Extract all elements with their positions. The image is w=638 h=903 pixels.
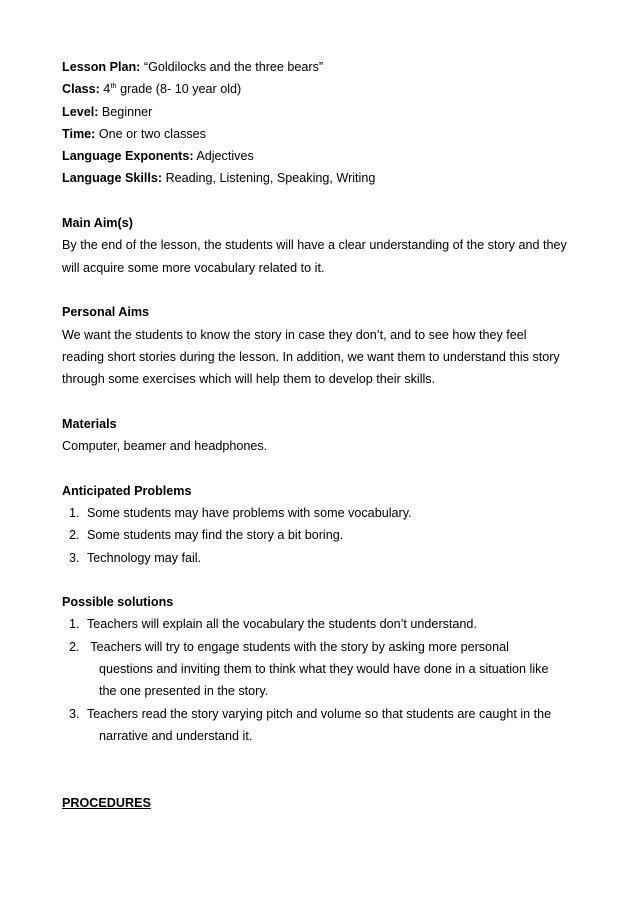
exponents-value: Adjectives <box>193 149 254 164</box>
problem-text: Some students may find the story a bit boring. <box>87 528 344 543</box>
exponents-label: Language Exponents: <box>62 149 194 164</box>
main-aim-text-line: By the end of the lesson, the students will have a clear understanding of the story and they <box>62 238 567 253</box>
solution-item <box>62 636 602 658</box>
class-value: 4 <box>99 82 111 97</box>
class-line <box>62 78 602 100</box>
solution-text: Teachers will try to engage students with the story by asking more personal <box>87 639 509 654</box>
problem-item <box>62 524 602 546</box>
lesson-plan-document <box>62 56 602 814</box>
time-label: Time: <box>62 126 96 141</box>
problem-number: 1. <box>69 505 80 520</box>
personal-aims-text-line: reading short stories during the lesson. In addition, we want them to understand this story <box>62 349 560 364</box>
main-aim-text-line: will acquire some more vocabulary related to it. <box>62 260 325 275</box>
problem-text: Technology may fail. <box>87 550 202 565</box>
materials-text: Computer, beamer and headphones. <box>62 439 268 454</box>
solution-item <box>62 703 602 725</box>
solution-text: Teachers will explain all the vocabulary the students don’t understand. <box>87 617 477 632</box>
skills-value: Reading, Listening, Speaking, Writing <box>162 171 376 186</box>
lesson-plan-label: Lesson Plan: <box>62 60 141 74</box>
solution-number: 3. <box>69 706 80 721</box>
problem-item <box>62 547 602 569</box>
problems-heading: Anticipated Problems <box>62 483 192 498</box>
time-value: One or two classes <box>95 126 206 141</box>
class-ordinal: th <box>110 81 117 91</box>
solution-text: Teachers read the story varying pitch and volume so that students are caught in the <box>87 706 552 721</box>
lesson-plan-value: “Goldilocks and the three bears” <box>140 60 324 74</box>
level-value: Beginner <box>98 104 153 119</box>
materials-heading: Materials <box>62 416 117 431</box>
solution-number: 2. <box>69 639 80 654</box>
lesson-plan-line <box>62 56 602 78</box>
personal-aims-text-line: We want the students to know the story in case they don’t, and to see how they feel <box>62 327 527 342</box>
procedures-heading: PROCEDURES <box>62 795 151 810</box>
time-line <box>62 123 602 145</box>
class-label: Class: <box>62 82 100 97</box>
personal-aims-heading: Personal Aims <box>62 305 150 320</box>
skills-line <box>62 167 602 189</box>
solution-text-continued: narrative and understand it. <box>99 728 253 743</box>
exponents-line <box>62 145 602 167</box>
problem-number: 3. <box>69 550 80 565</box>
solution-number: 1. <box>69 617 80 632</box>
skills-label: Language Skills: <box>62 171 163 186</box>
personal-aims-text-line: through some exercises which will help them to develop their skills. <box>62 372 436 387</box>
solution-text-continued: questions and inviting them to think what they would have done in a situation like <box>99 662 549 677</box>
level-label: Level: <box>62 104 99 119</box>
solutions-heading: Possible solutions <box>62 595 174 610</box>
problem-item <box>62 502 602 524</box>
main-aim-heading: Main Aim(s) <box>62 216 133 231</box>
problem-text: Some students may have problems with some vocabulary. <box>87 505 412 520</box>
class-value-rest: grade (8- 10 year old) <box>116 82 242 97</box>
level-line <box>62 101 602 123</box>
solution-item <box>62 613 602 635</box>
problem-number: 2. <box>69 528 80 543</box>
solution-text-continued: the one presented in the story. <box>99 684 269 699</box>
